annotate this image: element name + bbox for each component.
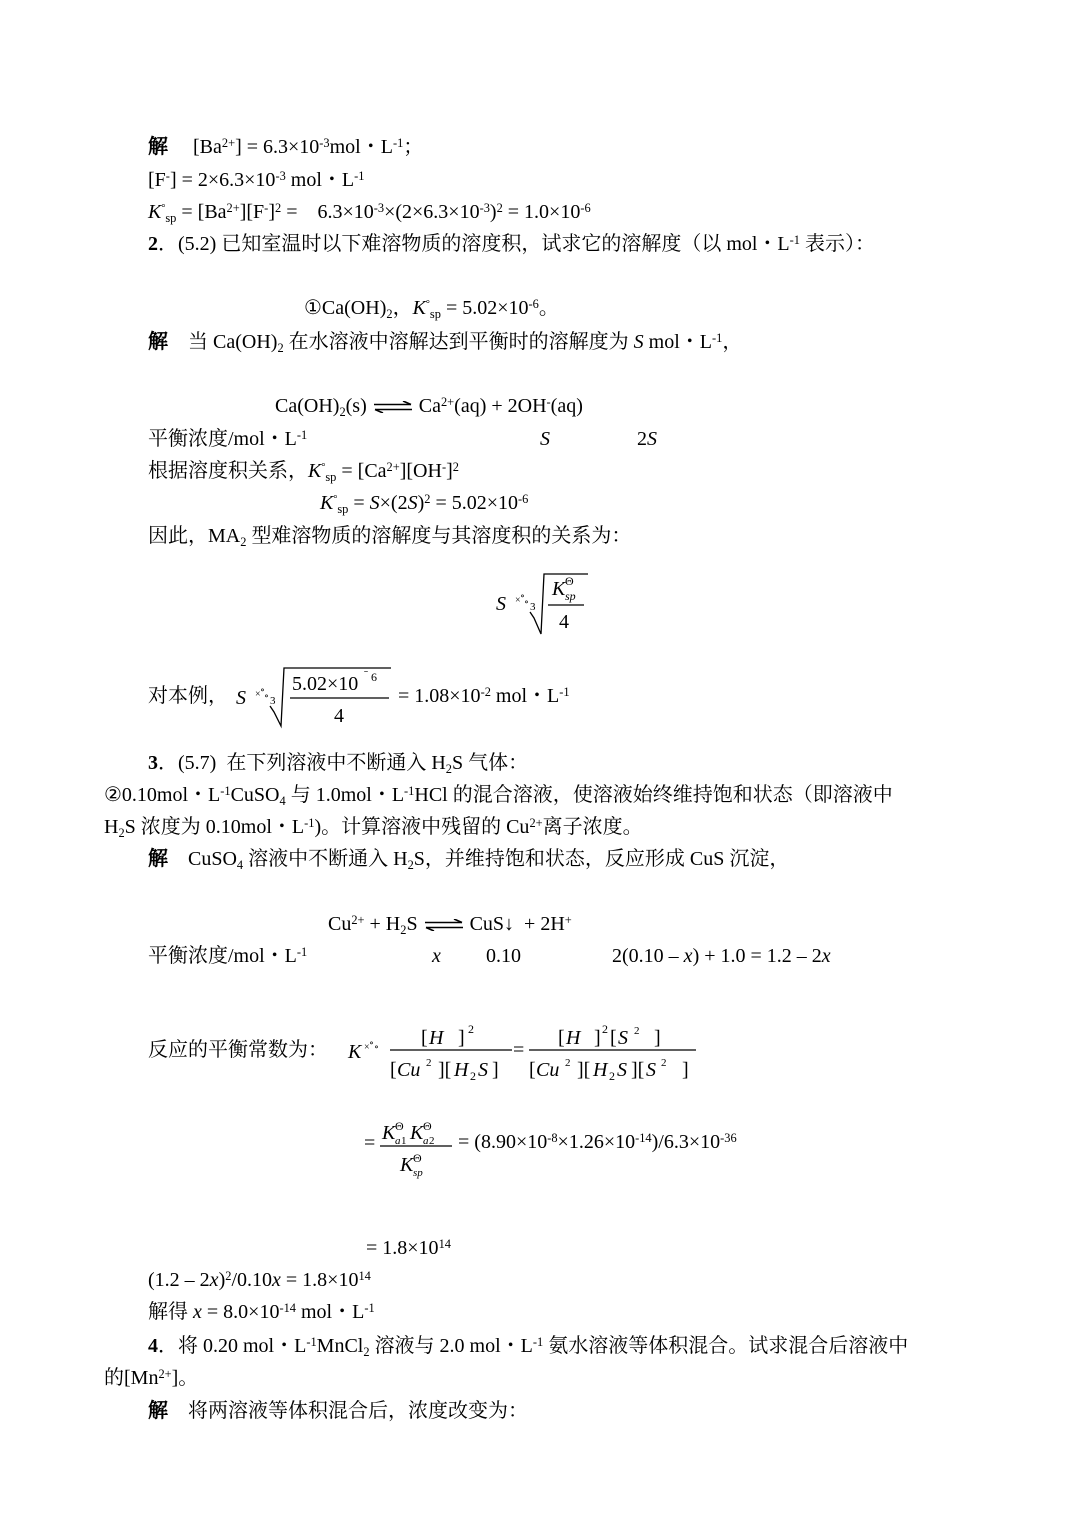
svg-text:a: a — [395, 1135, 401, 1147]
svg-text:2: 2 — [565, 1057, 571, 1069]
svg-text:∘: ∘ — [520, 591, 525, 602]
svg-text:×: × — [255, 689, 261, 700]
k-label: 反应的平衡常数为： — [148, 1039, 328, 1061]
svg-text:]: ] — [594, 1027, 601, 1049]
equilibrium-equation-1: Ca(OH)2(s) $Ca^{2+}(aq) + 2OH^-(aq)$ — [275, 394, 583, 419]
question-2-solution: 解 当 Ca(OH)2 在水溶液中溶解达到平衡时的溶解度为 S mol・$L^{-1}$， — [148, 330, 743, 355]
svg-text:∘: ∘ — [524, 597, 529, 608]
svg-text:a: a — [423, 1135, 429, 1147]
k-expression: = $(8.90\times 10^{-8}\times 1.26\times 10^{-14})/6.3\times 10^{-36}$ — [458, 1130, 737, 1153]
question-4: 4．将 0.20 mol・$L^{-1}MnCl2$ 溶液与 2.0 mol・$L^{-1}$ 氨水溶液等体积混合。试求混合后溶液中 — [148, 1334, 909, 1359]
solution-line-1: 解 $[Ba^{2+}] = 6.3\times 10^{-3}mol$・$L^{-1}$； — [148, 135, 424, 158]
svg-text:Θ: Θ — [565, 574, 574, 588]
svg-text:3: 3 — [530, 601, 536, 613]
svg-text:6: 6 — [371, 670, 377, 684]
svg-text:S: S — [496, 593, 506, 615]
question-2-item: ①Ca(OH)2，$K^\circ sp = 5.02\times 10^{-6}$。 — [304, 296, 559, 321]
svg-text:S: S — [617, 1059, 627, 1081]
svg-text:]: ] — [492, 1059, 499, 1081]
svg-text:2: 2 — [634, 1025, 640, 1037]
svg-text:∘: ∘ — [264, 691, 269, 702]
concentration-s: S — [540, 428, 550, 450]
svg-text:∘: ∘ — [260, 685, 265, 696]
svg-text:sp: sp — [413, 1167, 423, 1179]
svg-text:S: S — [478, 1059, 488, 1081]
svg-text:[: [ — [610, 1027, 617, 1049]
svg-text:K: K — [400, 1154, 414, 1176]
svg-text:H: H — [593, 1059, 608, 1081]
equilibrium-equation-2: $Cu^{2+} + H2S$ CuS↓ + 2H+ — [328, 912, 572, 937]
svg-text:K: K — [348, 1041, 362, 1063]
svg-text:∘: ∘ — [369, 1038, 374, 1049]
svg-text:2: 2 — [426, 1057, 432, 1069]
svg-text:H: H — [454, 1059, 469, 1081]
k-formula-2 — [362, 1115, 462, 1185]
svg-text:S: S — [618, 1027, 628, 1049]
concentration-h2s: 0.10 — [486, 945, 521, 967]
solution-line-2: $[F^-] = 2\times 6.3\times 10^{-3}$ mol・$L^{-1}$ — [148, 168, 365, 191]
svg-text:]: ] — [458, 1027, 465, 1049]
equilibrium-arrow-icon — [424, 919, 464, 931]
svg-text:Cu: Cu — [397, 1059, 421, 1081]
solution-line-3: $K^\circ sp = [Ba^{2+}][F^-]^2$ = $6.3\times 10^{-3}\times(2\times 6.3\times 10^{-3})^2 = 1.0\times 10^{-6}$ — [148, 200, 591, 225]
question-number: 2 — [148, 233, 158, 255]
solve-line-2: 解得 $x = 8.0\times 10^{-14}$ mol・$L^{-1}$ — [148, 1300, 375, 1323]
svg-text:Θ: Θ — [423, 1119, 432, 1133]
k-value: = $1.8\times 10^{14}$ — [366, 1236, 451, 1259]
equilibrium-concentration-label-2: 平衡浓度/mol・$L^{-1}$ — [148, 944, 308, 967]
svg-text:2: 2 — [470, 1069, 476, 1083]
svg-text:[: [ — [529, 1059, 536, 1081]
svg-text:4: 4 — [334, 705, 344, 727]
concentration-2s: 2S — [637, 428, 657, 450]
svg-text:5.02×10: 5.02×10 — [292, 673, 359, 695]
svg-text:ˉ: ˉ — [364, 667, 368, 681]
svg-text:=: = — [364, 1132, 376, 1154]
question-3: 3．(5.7) 在下列溶液中不断通入 H2S 气体： — [148, 752, 529, 776]
svg-text:]: ] — [654, 1027, 661, 1049]
question-4-line-2: 的$[Mn^{2+}]$。 — [104, 1366, 199, 1389]
svg-text:2: 2 — [468, 1022, 474, 1036]
example-formula — [236, 664, 401, 730]
svg-text:×: × — [515, 595, 521, 606]
svg-text:H: H — [429, 1027, 444, 1049]
svg-text:S: S — [236, 687, 246, 709]
svg-text:[: [ — [421, 1027, 428, 1049]
svg-text:]: ] — [682, 1059, 689, 1081]
question-3-line-2: ②0.10mol・$L^{-1}CuSO4$ 与 1.0mol・$L^{-1}HCl$ 的混合溶液，使溶液始终维持饱和状态（即溶液中 — [104, 783, 893, 808]
question-4-solution: 解 将两溶液等体积混合后，浓度改变为： — [148, 1400, 528, 1422]
svg-text:K: K — [552, 578, 566, 600]
svg-text:Θ: Θ — [413, 1151, 422, 1165]
concentration-x: x — [432, 945, 441, 967]
svg-text:2: 2 — [661, 1057, 667, 1069]
ksp-relation-1: 根据溶度积关系，$K^\circ sp = [Ca^{2+}][OH^-]^2$ — [148, 459, 459, 484]
example-label: 对本例， — [148, 685, 228, 707]
question-3-solution: 解 CuSO4 溶液中不断通入 H2S，并维持饱和状态，反应形成 CuS 沉淀， — [148, 848, 790, 872]
concentration-h: 2(0.10 – x) + 1.0 = 1.2 – 2x — [612, 945, 831, 967]
example-result: = $1.08\times 10^{-2}$ mol・$L^{-1}$ — [398, 684, 570, 707]
svg-text:K: K — [382, 1122, 396, 1144]
svg-text:1: 1 — [401, 1135, 407, 1147]
svg-text:×: × — [364, 1042, 370, 1053]
svg-text:Θ: Θ — [395, 1119, 404, 1133]
k-formula-1 — [346, 1020, 706, 1090]
svg-text:H: H — [566, 1027, 581, 1049]
svg-text:][: ][ — [438, 1059, 452, 1081]
svg-text:][: ][ — [577, 1059, 591, 1081]
svg-text:][: ][ — [631, 1059, 645, 1081]
svg-text:4: 4 — [559, 611, 569, 633]
svg-text:sp: sp — [565, 589, 576, 603]
svg-text:2: 2 — [602, 1022, 608, 1036]
svg-text:Cu: Cu — [536, 1059, 560, 1081]
solve-line-1: $(1.2 - 2x)^2/0.10x = 1.8\times 10^{14}$ — [148, 1268, 371, 1291]
question-2: 2．(5.2) 已知室温时以下难溶物质的溶度积，试求它的溶解度（以 mol・$L^{-1}$ 表示）： — [148, 232, 875, 255]
equilibrium-concentration-label-1: 平衡浓度/mol・$L^{-1}$ — [148, 427, 308, 450]
solution-marker: 解 — [148, 136, 168, 158]
svg-text:3: 3 — [270, 695, 276, 707]
therefore-line: 因此，MA2 型难溶物质的溶解度与其溶度积的关系为： — [148, 525, 632, 549]
solubility-formula — [496, 570, 606, 640]
svg-text:∘: ∘ — [374, 1042, 379, 1053]
svg-text:=: = — [513, 1039, 525, 1061]
svg-text:2: 2 — [609, 1069, 615, 1083]
svg-text:[: [ — [558, 1027, 565, 1049]
svg-text:[: [ — [390, 1059, 397, 1081]
question-3-line-3: H2S 浓度为 0.10mol・$L^{-1}$)。计算溶液中残留的 $Cu^{2+}$离子浓度。 — [104, 815, 643, 840]
svg-text:2: 2 — [429, 1135, 435, 1147]
equilibrium-arrow-icon — [373, 401, 413, 413]
svg-text:K: K — [410, 1122, 424, 1144]
ksp-relation-2: $K^\circ sp = S\times(2S)^2 = 5.02\times 10^{-6}$ — [320, 491, 529, 516]
svg-text:S: S — [646, 1059, 656, 1081]
